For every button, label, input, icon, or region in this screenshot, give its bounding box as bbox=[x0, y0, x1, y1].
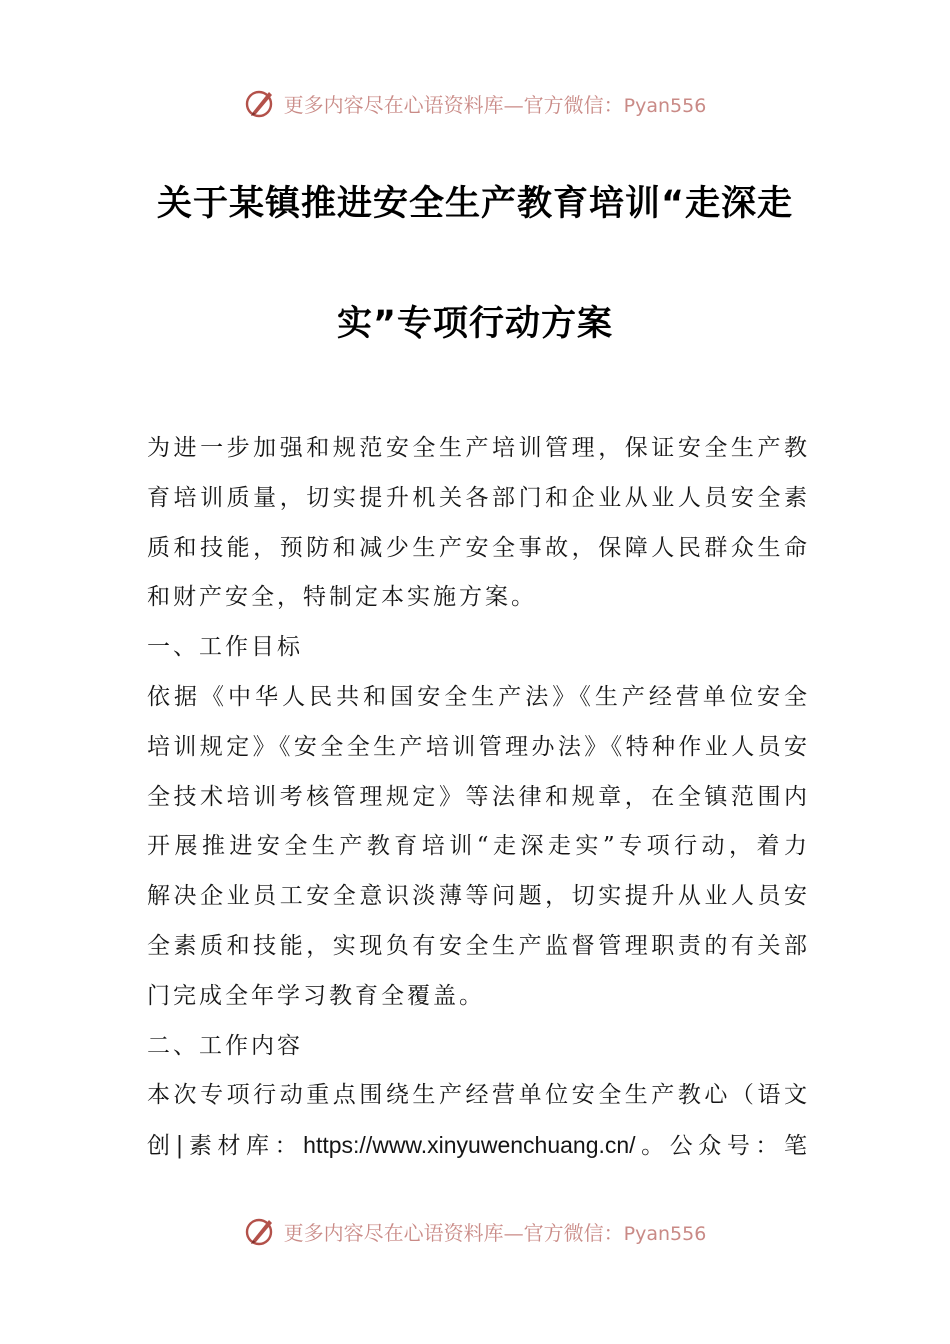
body-line-2: 育培训质量，切实提升机关各部门和企业从业人员安全素 bbox=[147, 484, 807, 511]
body-line-9: 开展推进安全生产教育培训“走深走实”专项行动，着力 bbox=[147, 833, 807, 860]
body-line-12: 门完成全年学习教育全覆盖。 bbox=[147, 982, 485, 1009]
document-title-line-2: 实”专项行动方案 bbox=[336, 304, 613, 344]
body-line-3: 质和技能，预防和减少生产安全事故，保障人民群众生命 bbox=[147, 534, 807, 561]
body-line-14: 本次专项行动重点围绕生产经营单位安全生产教心（语文 bbox=[147, 1082, 807, 1109]
body-line-15-suffix: 。公众号：笔 bbox=[635, 1133, 807, 1160]
watermark-footer bbox=[0, 1211, 950, 1251]
section-heading-goals: 一、工作目标 bbox=[147, 634, 303, 661]
watermark-text: 更多内容尽在心语资料库—官方微信：Pyan556 bbox=[283, 92, 707, 117]
body-line-6: 依据《中华人民共和国安全生产法》《生产经营单位安全 bbox=[147, 683, 807, 710]
website-link[interactable]: https://www.xinyuwenchuang.cn/ bbox=[303, 1132, 636, 1159]
body-line-7: 培训规定》《安全全生产培训管理办法》《特种作业人员安 bbox=[147, 733, 807, 760]
document-title-line-1: 关于某镇推进安全生产教育培训“走深走 bbox=[156, 184, 793, 224]
watermark-wechat-id: Pyan556 bbox=[623, 1222, 707, 1245]
watermark-text: 更多内容尽在心语资料库—官方微信：Pyan556 bbox=[283, 1220, 707, 1245]
body-line-4: 和财产安全，特制定本实施方案。 bbox=[147, 584, 537, 611]
pen-logo-icon bbox=[244, 1215, 276, 1247]
body-line-11: 全素质和技能，实现负有安全生产监督管理职责的有关部 bbox=[147, 932, 807, 959]
body-line-10: 解决企业员工安全意识淡薄等问题，切实提升从业人员安 bbox=[147, 883, 807, 910]
watermark-header bbox=[0, 83, 950, 123]
document-body bbox=[147, 424, 807, 1171]
body-line-1: 为进一步加强和规范安全生产培训管理，保证安全生产教 bbox=[147, 435, 807, 461]
body-line-8: 全技术培训考核管理规定》等法律和规章，在全镇范围内 bbox=[147, 783, 807, 810]
section-heading-content: 二、工作内容 bbox=[147, 1032, 303, 1059]
body-line-15 bbox=[147, 1121, 807, 1171]
body-line-15-prefix: 创|素材库： bbox=[147, 1133, 304, 1160]
watermark-wechat-id: Pyan556 bbox=[623, 94, 707, 117]
pen-logo-icon bbox=[244, 87, 276, 119]
